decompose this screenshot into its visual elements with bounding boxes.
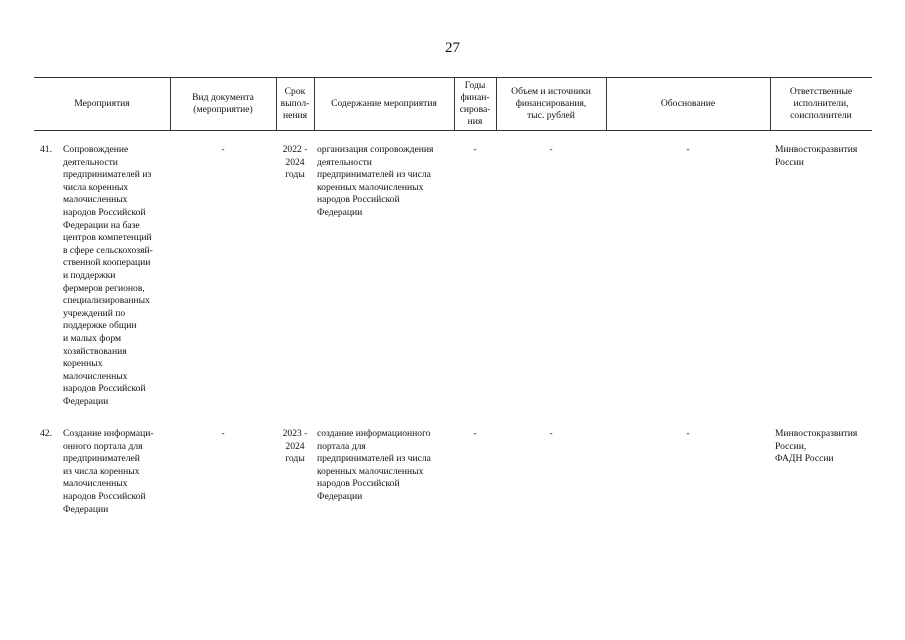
row-justification: - [686, 428, 690, 439]
row-number: 41. [40, 144, 52, 155]
row-justification: - [686, 144, 690, 155]
header-financing-volume: Объем и источники финансирования, тыс. рублей [511, 85, 591, 121]
row-financing-years: - [473, 144, 477, 155]
row-financing-volume: - [549, 428, 553, 439]
row-event: Создание информаци- онного портала для предпринимателей из числа коренных малочисленных народов Российской Федерации [63, 428, 154, 515]
header-events: Мероприятия [74, 97, 130, 109]
row-content: организация сопровождения деятельности предпринимателей из числа коренных малочисленных народов Российской Федерации [317, 144, 434, 218]
row-financing-years: - [473, 428, 477, 439]
row-responsible: Минвостокразвития России [775, 144, 858, 168]
page-number: 27 [445, 40, 460, 56]
header-document-type: Вид документа (мероприятие) [192, 91, 254, 115]
row-financing-volume: - [549, 144, 553, 155]
row-term: 2023 - 2024 годы [282, 428, 308, 465]
header-content: Содержание мероприятия [331, 97, 437, 109]
header-financing-years: Годы финан- сирова- ния [459, 79, 491, 127]
header-bottom-border [34, 130, 872, 131]
row-content: создание информационного портала для предпринимателей из числа коренных малочисленных народов Российской Федерации [317, 428, 431, 502]
header-term: Срок выпол- нения [280, 85, 310, 121]
row-term: 2022 - 2024 годы [282, 144, 308, 181]
row-responsible: Минвостокразвития России, ФАДН России [775, 428, 858, 465]
header-responsible: Ответственные исполнители, соисполнители [789, 85, 853, 121]
row-number: 42. [40, 428, 52, 439]
row-document-type: - [221, 144, 225, 155]
header-justification: Обоснование [660, 97, 716, 109]
row-event: Сопровождение деятельности предпринимателей из числа коренных малочисленных народов Российской Федерации на базе центров компетенций в сфере сельскохозяй- ственной кооперации и поддержки фермеров регионов, специализированных учреждений по поддержке общин и малых форм хозяйствования коренных малочисленных народов Российской Федерации [63, 144, 153, 407]
row-document-type: - [221, 428, 225, 439]
